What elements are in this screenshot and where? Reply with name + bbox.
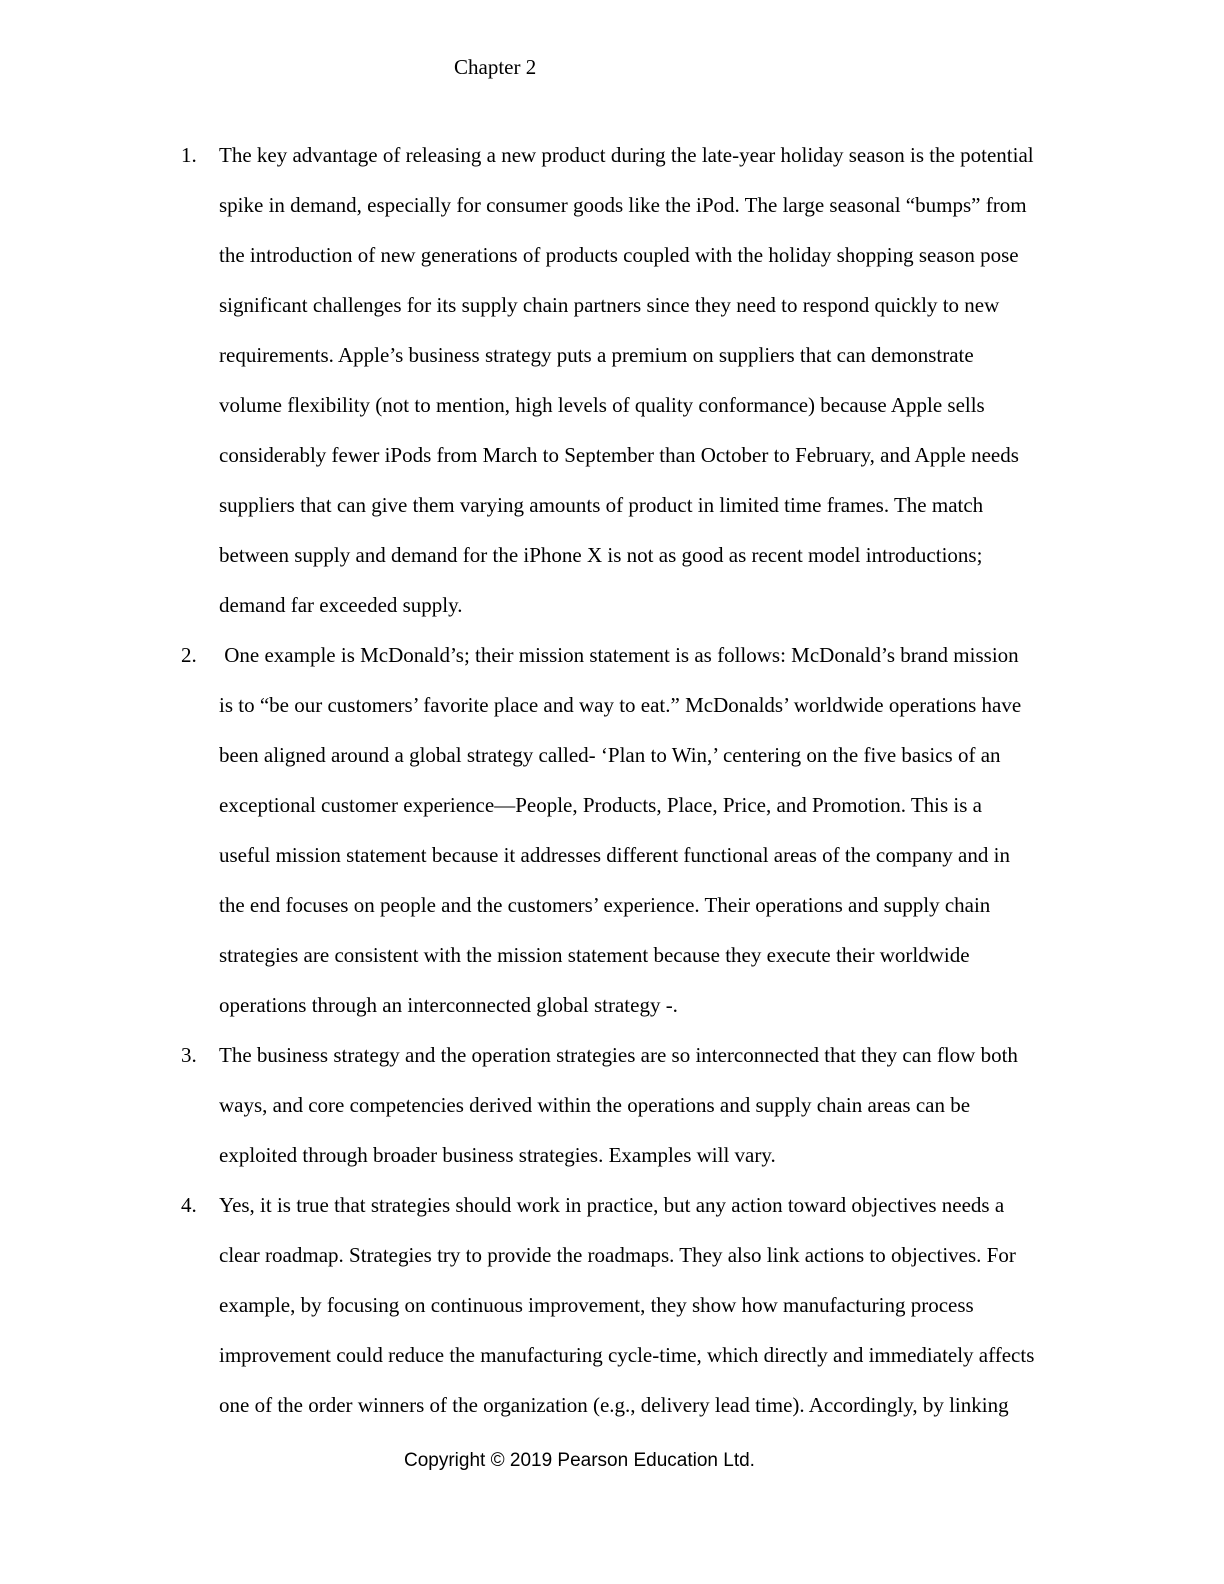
answer-line: Yes, it is true that strategies should work in practice, but any action toward objectives needs a — [219, 1193, 1005, 1217]
answer-line: The key advantage of releasing a new product during the late-year holiday season is the potential — [219, 143, 1034, 167]
answer-number: 1. — [181, 143, 197, 167]
answer-line: demand far exceeded supply. — [219, 593, 463, 617]
answer-line: clear roadmap. Strategies try to provide the roadmaps. They also link actions to objectives. For — [219, 1243, 1016, 1267]
answer-line: exploited through broader business strategies. Examples will vary. — [219, 1143, 776, 1167]
answer-line: operations through an interconnected global strategy -. — [219, 993, 678, 1017]
answer-number: 3. — [181, 1043, 197, 1067]
answer-line: useful mission statement because it addresses different functional areas of the company and in — [219, 843, 1010, 867]
answer-item-3 — [0, 1030, 1224, 1180]
answer-line: exceptional customer experience—People, Products, Place, Price, and Promotion. This is a — [219, 793, 983, 817]
answer-line: spike in demand, especially for consumer goods like the iPod. The large seasonal “bumps” from — [219, 193, 1027, 217]
answer-number: 2. — [181, 643, 197, 667]
answer-line: suppliers that can give them varying amounts of product in limited time frames. The match — [219, 493, 984, 517]
answer-item-2 — [0, 630, 1224, 1030]
answer-number: 4. — [181, 1193, 197, 1217]
answer-line: ways, and core competencies derived within the operations and supply chain areas can be — [219, 1093, 971, 1117]
answer-line: The business strategy and the operation strategies are so interconnected that they can flow both — [219, 1043, 1018, 1067]
answer-line: between supply and demand for the iPhone X is not as good as recent model introductions; — [219, 543, 983, 567]
answer-line: strategies are consistent with the mission statement because they execute their worldwide — [219, 943, 970, 967]
answer-line: example, by focusing on continuous improvement, they show how manufacturing process — [219, 1293, 974, 1317]
answer-line: significant challenges for its supply chain partners since they need to respond quickly to new — [219, 293, 1000, 317]
answer-line: requirements. Apple’s business strategy puts a premium on suppliers that can demonstrate — [219, 343, 974, 367]
answer-item-4 — [0, 1180, 1224, 1430]
answer-line: is to “be our customers’ favorite place and way to eat.” McDonalds’ worldwide operations have — [219, 693, 1022, 717]
chapter-title: Chapter 2 — [454, 55, 537, 79]
answer-list — [0, 130, 1224, 1430]
answer-line: volume flexibility (not to mention, high levels of quality conformance) because Apple sells — [219, 393, 985, 417]
answer-line: been aligned around a global strategy called- ‘Plan to Win,’ centering on the five basics of an — [219, 743, 1001, 767]
answer-line: one of the order winners of the organization (e.g., delivery lead time). Accordingly, by linking — [219, 1393, 1009, 1417]
answer-item-1 — [0, 130, 1224, 630]
answer-line: the end focuses on people and the customers’ experience. Their operations and supply chain — [219, 893, 991, 917]
answer-line: improvement could reduce the manufacturing cycle-time, which directly and immediately affects — [219, 1343, 1035, 1367]
answer-line: considerably fewer iPods from March to September than October to February, and Apple needs — [219, 443, 1019, 467]
answer-line: One example is McDonald’s; their mission statement is as follows: McDonald’s brand mission — [219, 643, 1019, 667]
answer-line: the introduction of new generations of products coupled with the holiday shopping season pose — [219, 243, 1019, 267]
copyright-footer: Copyright © 2019 Pearson Education Ltd. — [404, 1450, 755, 1471]
